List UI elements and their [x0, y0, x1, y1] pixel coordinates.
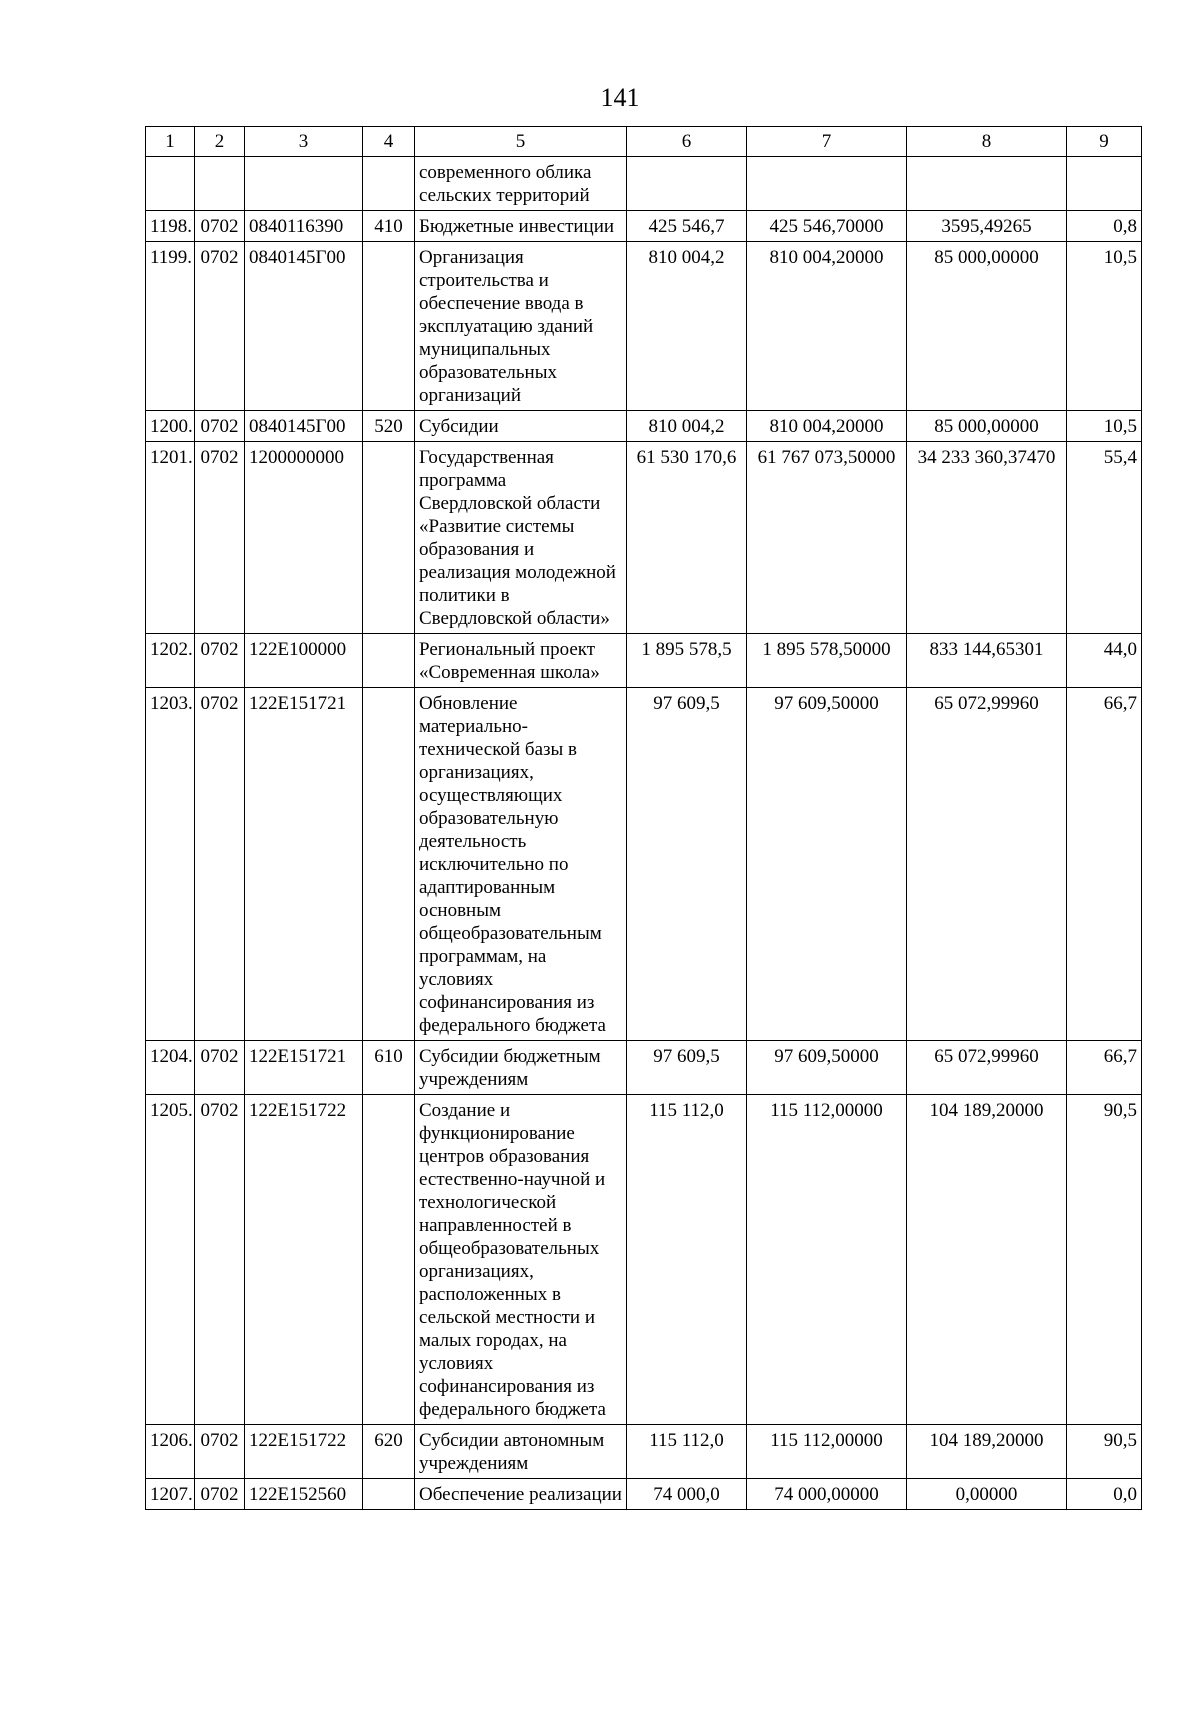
row-number: 1207. [146, 1479, 195, 1510]
value-col8: 85 000,00000 [907, 242, 1067, 411]
value-col7: 115 112,00000 [747, 1425, 907, 1479]
column-header: 6 [627, 127, 747, 157]
value-col6: 115 112,0 [627, 1425, 747, 1479]
column-header: 9 [1067, 127, 1142, 157]
target-code: 0840116390 [245, 211, 363, 242]
row-number: 1206. [146, 1425, 195, 1479]
target-code: 122E151722 [245, 1425, 363, 1479]
value-col6: 74 000,0 [627, 1479, 747, 1510]
expense-type: 520 [363, 411, 415, 442]
table-row [146, 242, 1142, 411]
column-header: 7 [747, 127, 907, 157]
item-name: Субсидии бюджетным учреждениям [415, 1041, 627, 1095]
section-code: 0702 [195, 1041, 245, 1095]
column-header: 5 [415, 127, 627, 157]
value-col8: 104 189,20000 [907, 1095, 1067, 1425]
table-row [146, 634, 1142, 688]
percent-col9: 10,5 [1067, 242, 1142, 411]
value-col7: 97 609,50000 [747, 1041, 907, 1095]
column-header: 2 [195, 127, 245, 157]
value-col7: 97 609,50000 [747, 688, 907, 1041]
value-col7: 61 767 073,50000 [747, 442, 907, 634]
value-col7 [747, 157, 907, 211]
target-code: 122E151722 [245, 1095, 363, 1425]
percent-col9: 55,4 [1067, 442, 1142, 634]
percent-col9: 44,0 [1067, 634, 1142, 688]
table-row [146, 688, 1142, 1041]
value-col6: 61 530 170,6 [627, 442, 747, 634]
row-number: 1205. [146, 1095, 195, 1425]
expense-type [363, 157, 415, 211]
section-code: 0702 [195, 634, 245, 688]
expense-type [363, 1479, 415, 1510]
value-col6: 97 609,5 [627, 1041, 747, 1095]
value-col7: 74 000,00000 [747, 1479, 907, 1510]
section-code [195, 157, 245, 211]
section-code: 0702 [195, 442, 245, 634]
section-code: 0702 [195, 1479, 245, 1510]
page-number: 141 [600, 83, 640, 112]
percent-col9 [1067, 157, 1142, 211]
table-row [146, 1425, 1142, 1479]
target-code: 0840145Г00 [245, 411, 363, 442]
value-col6: 1 895 578,5 [627, 634, 747, 688]
value-col6: 97 609,5 [627, 688, 747, 1041]
item-name: Субсидии [415, 411, 627, 442]
percent-col9: 66,7 [1067, 688, 1142, 1041]
percent-col9: 90,5 [1067, 1095, 1142, 1425]
target-code: 122E100000 [245, 634, 363, 688]
row-number: 1199. [146, 242, 195, 411]
percent-col9: 66,7 [1067, 1041, 1142, 1095]
section-code: 0702 [195, 1095, 245, 1425]
row-number: 1201. [146, 442, 195, 634]
value-col6: 810 004,2 [627, 411, 747, 442]
value-col6: 810 004,2 [627, 242, 747, 411]
value-col8: 833 144,65301 [907, 634, 1067, 688]
expense-type [363, 688, 415, 1041]
item-name: Субсидии автономным учреждениям [415, 1425, 627, 1479]
row-number: 1198. [146, 211, 195, 242]
table-row [146, 157, 1142, 211]
item-name: Государственная программа Свердловской области «Развитие системы образования и реализация молодежной политики в Свердловской области» [415, 442, 627, 634]
item-name: Региональный проект «Современная школа» [415, 634, 627, 688]
value-col8 [907, 157, 1067, 211]
target-code [245, 157, 363, 211]
section-code: 0702 [195, 1425, 245, 1479]
table-row [146, 442, 1142, 634]
section-code: 0702 [195, 211, 245, 242]
row-number: 1200. [146, 411, 195, 442]
value-col6: 425 546,7 [627, 211, 747, 242]
item-name: Создание и функционирование центров образования естественно-научной и технологической направленностей в общеобразовательных организациях, расположенных в сельской местности и малых городах, на условиях софинансирования из федерального бюджета [415, 1095, 627, 1425]
percent-col9: 10,5 [1067, 411, 1142, 442]
value-col8: 34 233 360,37470 [907, 442, 1067, 634]
row-number: 1204. [146, 1041, 195, 1095]
row-number: 1202. [146, 634, 195, 688]
target-code: 1200000000 [245, 442, 363, 634]
value-col8: 65 072,99960 [907, 1041, 1067, 1095]
item-name: современного облика сельских территорий [415, 157, 627, 211]
section-code: 0702 [195, 688, 245, 1041]
section-code: 0702 [195, 242, 245, 411]
header-row [146, 127, 1142, 157]
target-code: 122E152560 [245, 1479, 363, 1510]
target-code: 0840145Г00 [245, 242, 363, 411]
value-col7: 115 112,00000 [747, 1095, 907, 1425]
value-col6: 115 112,0 [627, 1095, 747, 1425]
expense-type [363, 634, 415, 688]
expense-type: 410 [363, 211, 415, 242]
row-number: 1203. [146, 688, 195, 1041]
budget-table [145, 126, 1142, 1510]
column-header: 1 [146, 127, 195, 157]
table-row [146, 411, 1142, 442]
row-number [146, 157, 195, 211]
value-col8: 3595,49265 [907, 211, 1067, 242]
table-row [146, 1095, 1142, 1425]
expense-type: 620 [363, 1425, 415, 1479]
item-name: Бюджетные инвестиции [415, 211, 627, 242]
item-name: Организация строительства и обеспечение ввода в эксплуатацию зданий муниципальных образовательных организаций [415, 242, 627, 411]
value-col8: 104 189,20000 [907, 1425, 1067, 1479]
expense-type: 610 [363, 1041, 415, 1095]
value-col8: 85 000,00000 [907, 411, 1067, 442]
percent-col9: 90,5 [1067, 1425, 1142, 1479]
expense-type [363, 1095, 415, 1425]
percent-col9: 0,0 [1067, 1479, 1142, 1510]
value-col7: 810 004,20000 [747, 411, 907, 442]
value-col7: 810 004,20000 [747, 242, 907, 411]
table-row [146, 1479, 1142, 1510]
expense-type [363, 442, 415, 634]
value-col6 [627, 157, 747, 211]
column-header: 8 [907, 127, 1067, 157]
percent-col9: 0,8 [1067, 211, 1142, 242]
target-code: 122E151721 [245, 1041, 363, 1095]
section-code: 0702 [195, 411, 245, 442]
value-col8: 65 072,99960 [907, 688, 1067, 1041]
table-row [146, 211, 1142, 242]
column-header: 3 [245, 127, 363, 157]
column-header: 4 [363, 127, 415, 157]
item-name: Обеспечение реализации [415, 1479, 627, 1510]
target-code: 122E151721 [245, 688, 363, 1041]
value-col8: 0,00000 [907, 1479, 1067, 1510]
table-row [146, 1041, 1142, 1095]
item-name: Обновление материально-технической базы в организациях, осуществляющих образовательную деятельность исключительно по адаптированным основным общеобразовательным программам, на условиях софинансирования из федерального бюджета [415, 688, 627, 1041]
value-col7: 1 895 578,50000 [747, 634, 907, 688]
expense-type [363, 242, 415, 411]
value-col7: 425 546,70000 [747, 211, 907, 242]
